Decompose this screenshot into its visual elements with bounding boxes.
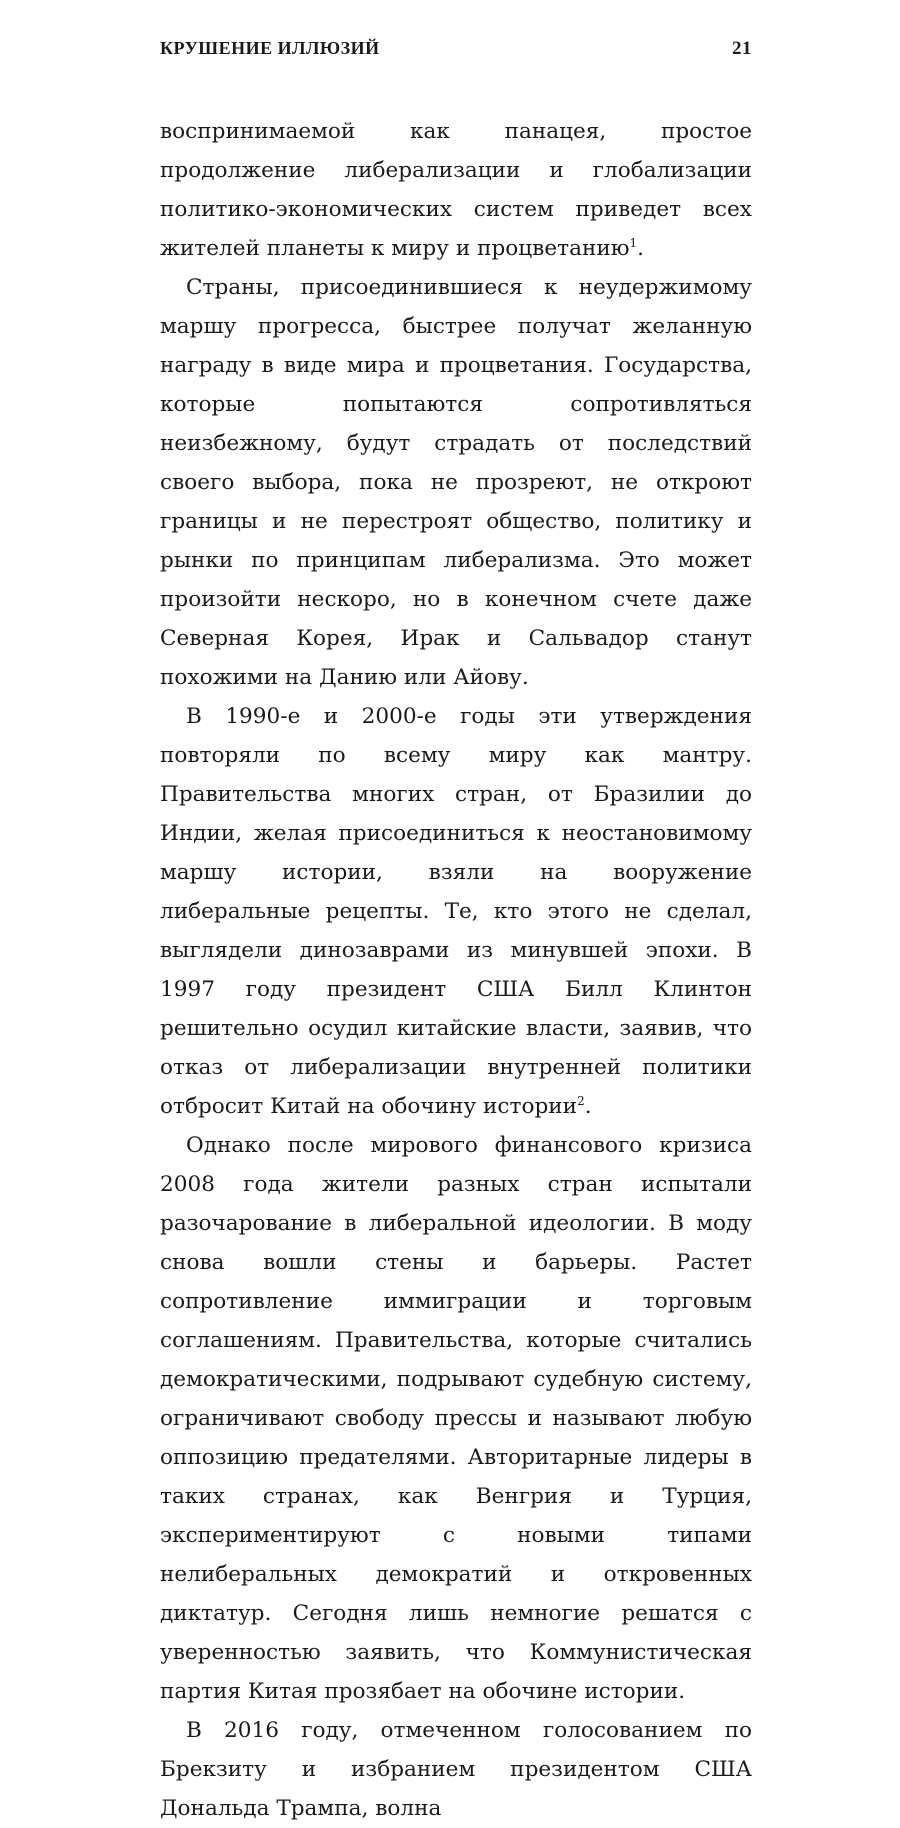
paragraph-3: В 1990-е и 2000-е годы эти утверждения повторяли по всему миру как мантру. Правительства многих стран, от Бразилии до Индии, желая присоединиться к неостановимому маршу истории, взяли на вооружение либеральные рецепты. Те, кто этого не сделал, выглядели динозаврами из минувшей эпохи. В 1997 году президент США Билл Клинтон решительно осудил китайские власти, заявив, что отказ от либерализации внутренней политики отбросит Китай на обочину истории$^2$. [160,704,752,1119]
paragraph-5: В 2016 году, отмеченном голосованием по Брекзиту и избранием президентом США Дональда Трампа, волна [160,1718,752,1821]
paragraph-1: воспринимаемой как панацея, простое продолжение либерализации и глобализации политико-экономических систем приведет всех жителей планеты к миру и процветанию$^1$. [160,119,752,261]
paragraph-2: Страны, присоединившиеся к неудержимому маршу прогресса, быстрее получат желанную награду в виде мира и процветания. Государства, которые попытаются сопротивляться неизбежному, будут страдать от последствий своего выбора, пока не прозреют, не откроют границы и не перестроят общество, политику и рынки по принципам либерализма. Это может произойти нескоро, но в конечном счете даже Северная Корея, Ирак и Сальвадор станут похожими на Данию или Айову. [160,275,752,690]
chapter-title: КРУШЕНИЕ ИЛЛЮЗИЙ [160,38,380,58]
body-text [160,112,752,1828]
paragraph-1-text: воспринимаемой как панацея, простое продолжение либерализации и глобализации политико-экономических систем приведет всех жителей планеты к миру и процветанию [160,119,752,261]
footnote-ref-1: 1 [629,235,638,250]
running-head [160,38,752,62]
paragraph-4: Однако после мирового финансового кризиса 2008 года жители разных стран испытали разочарование в либеральной идеологии. В моду снова вошли стены и барьеры. Растет сопротивление иммиграции и торговым соглашениям. Правительства, которые считались демократическими, подрывают судебную систему, ограничивают свободу прессы и называют любую оппозицию предателями. Авторитарные лидеры в таких странах, как Венгрия и Турция, экспериментируют с новыми типами нелиберальных демократий и откровенных диктатур. Сегодня лишь немногие решатся с уверенностью заявить, что Коммунистическая партия Китая прозябает на обочине истории. [160,1133,752,1704]
footnote-ref-2: 2 [577,1093,585,1108]
page-number: 21 [732,38,752,59]
paragraph-3-text: В 1990-е и 2000-е годы эти утверждения повторяли по всему миру как мантру. Правительства многих стран, от Бразилии до Индии, желая присоединиться к неостановимому маршу истории, взяли на вооружение либеральные рецепты. Те, кто этого не сделал, выглядели динозаврами из минувшей эпохи. В 1997 году президент США Билл Клинтон решительно осудил китайские власти, заявив, что отказ от либерализации внутренней политики отбросит Китай на обочину истории [160,704,752,1119]
